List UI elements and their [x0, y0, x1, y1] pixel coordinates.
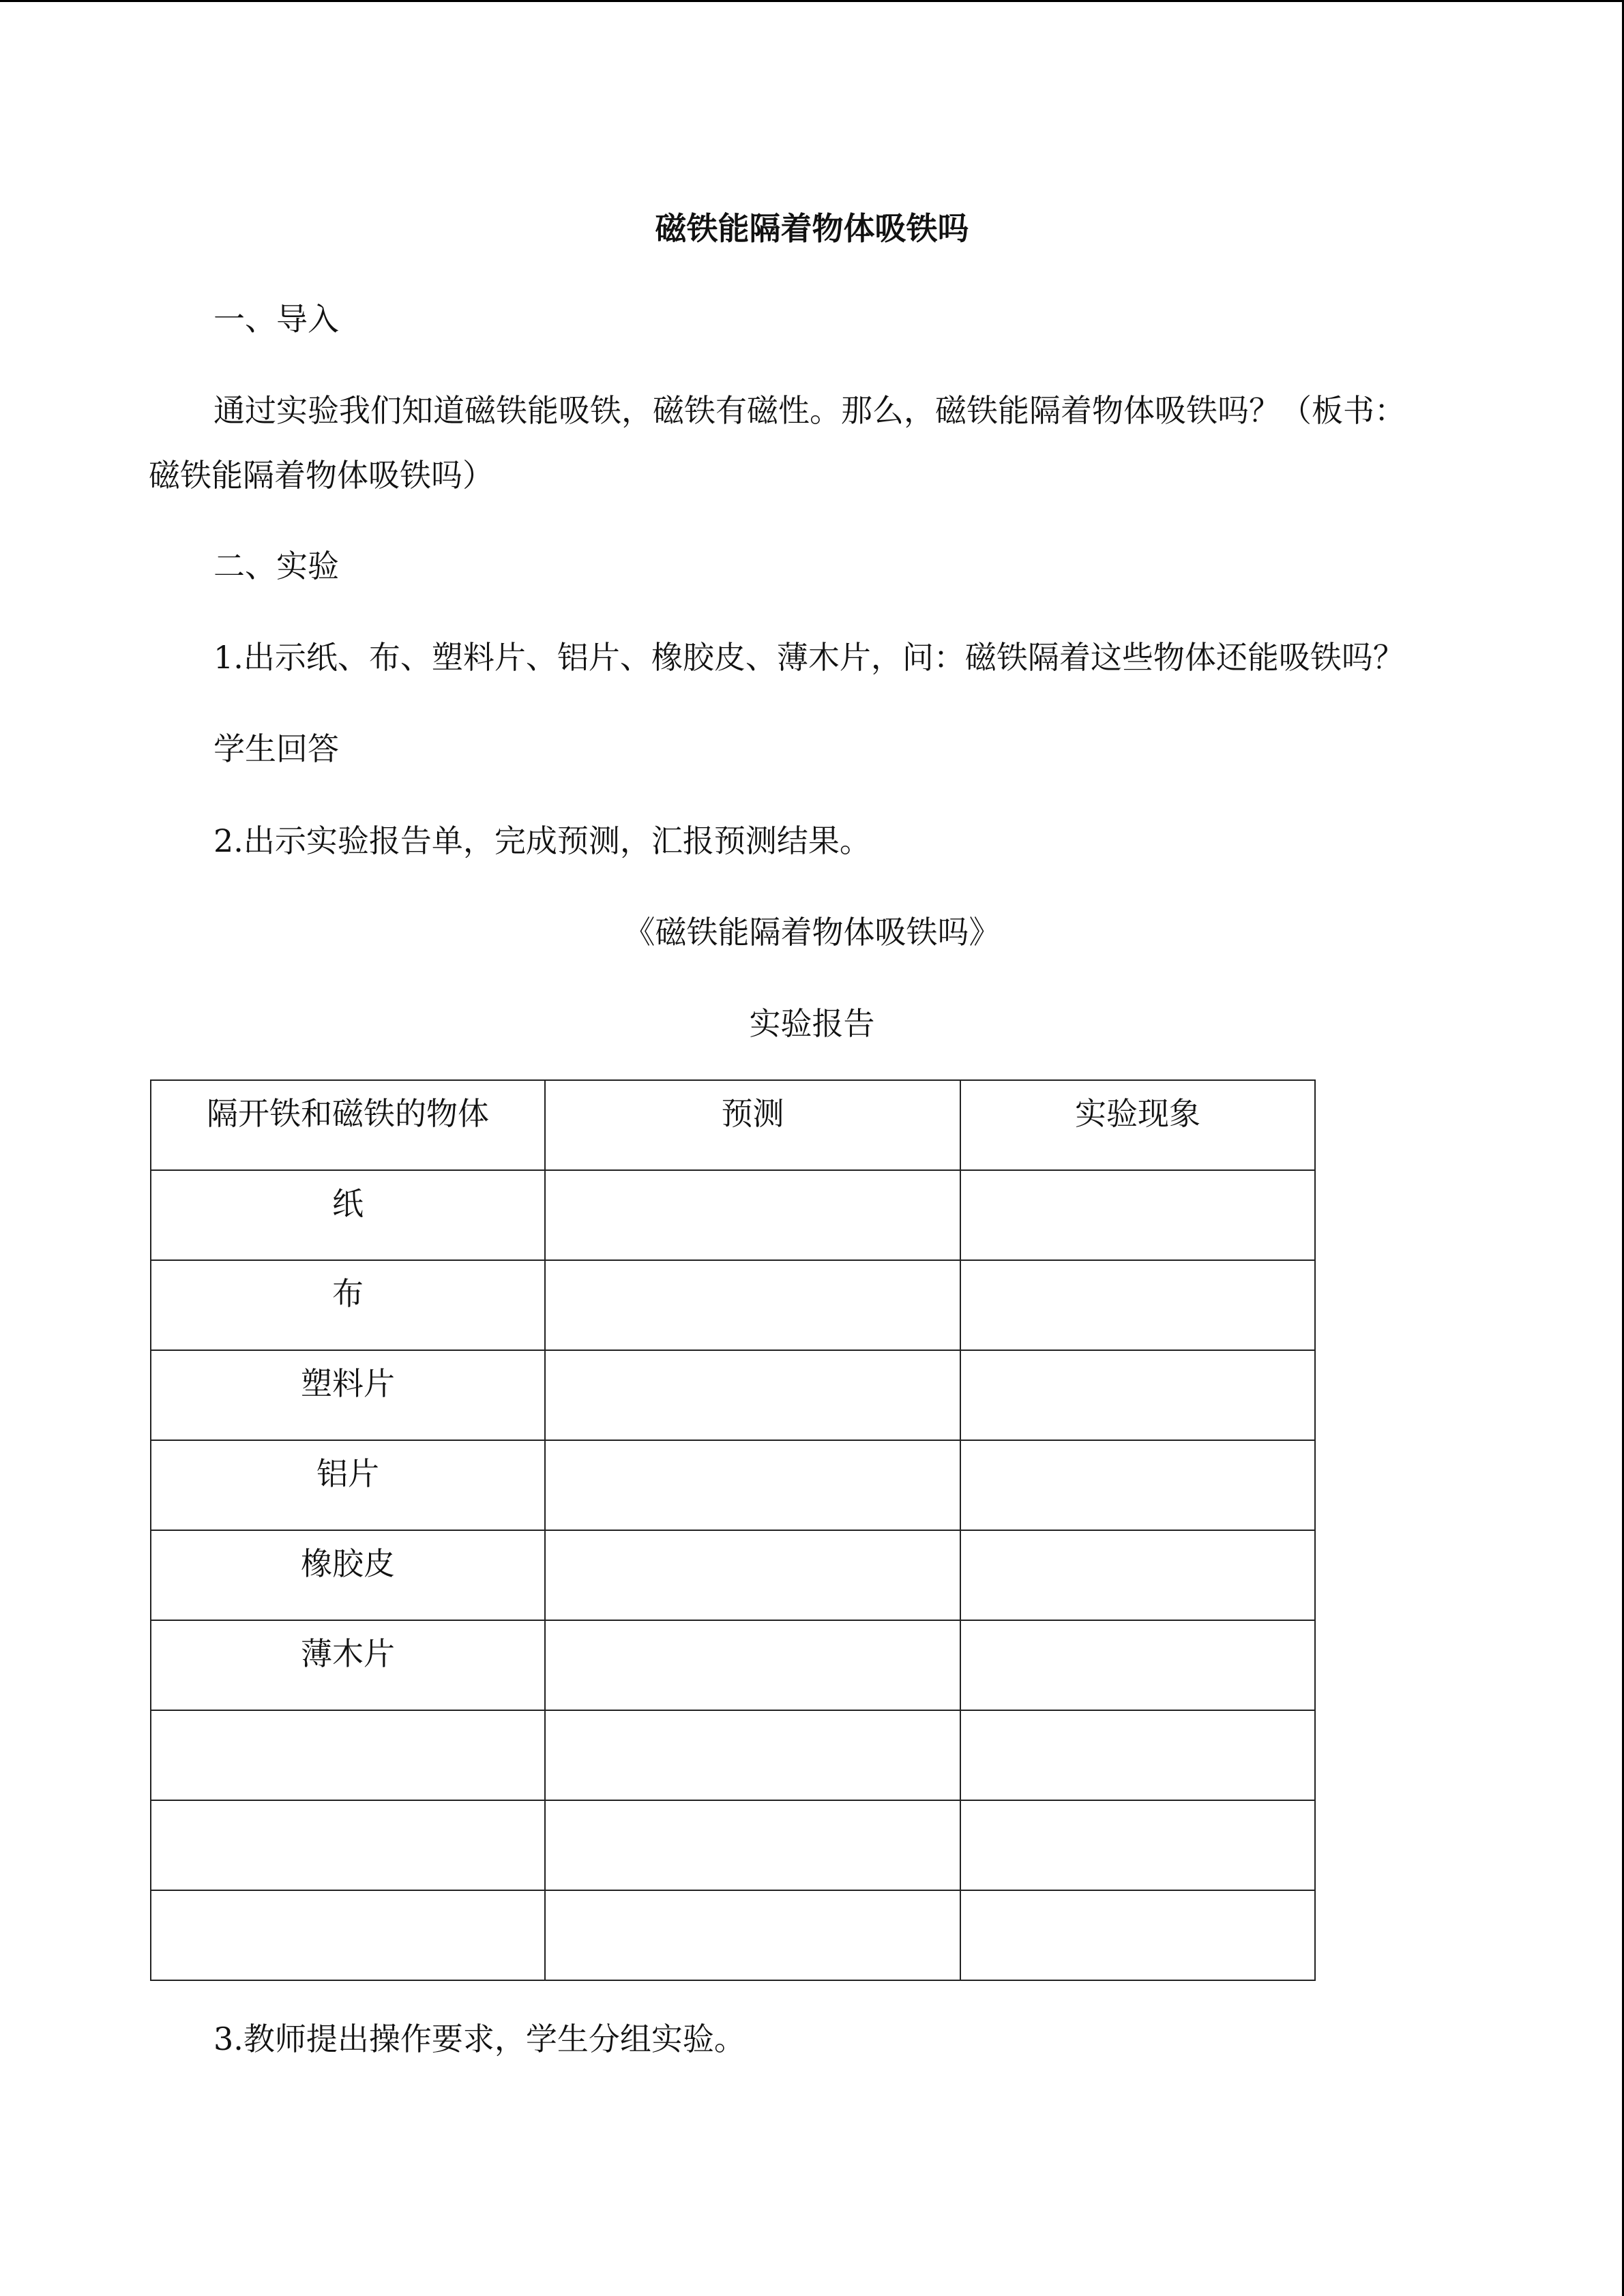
table-row	[151, 1800, 1315, 1890]
phenomenon-cell	[960, 1530, 1315, 1620]
table-row	[151, 1620, 1315, 1710]
phenomenon-cell	[960, 1620, 1315, 1710]
table-row	[151, 1440, 1315, 1530]
report-subtitle: 实验报告	[749, 1005, 875, 1042]
header-prediction: 预测	[545, 1080, 960, 1170]
material-cell: 布	[151, 1260, 545, 1350]
header-phenomenon: 实验现象	[960, 1080, 1315, 1170]
step-3-text: 3.教师提出操作要求，学生分组实验。	[213, 2021, 745, 2057]
prediction-cell	[545, 1620, 960, 1710]
prediction-cell	[545, 1260, 960, 1350]
phenomenon-cell	[960, 1890, 1315, 1980]
prediction-cell	[545, 1350, 960, 1440]
material-cell: 薄木片	[151, 1620, 545, 1710]
prediction-cell	[545, 1530, 960, 1620]
table-header-row	[151, 1080, 1315, 1170]
material-cell	[151, 1800, 545, 1890]
material-cell: 橡胶皮	[151, 1530, 545, 1620]
experiment-report-table	[150, 1079, 1316, 1981]
table-row	[151, 1530, 1315, 1620]
table-row	[151, 1350, 1315, 1440]
phenomenon-cell	[960, 1350, 1315, 1440]
intro-paragraph-line-2: 磁铁能隔着物体吸铁吗）	[149, 457, 494, 494]
material-cell: 塑料片	[151, 1350, 545, 1440]
prediction-cell	[545, 1800, 960, 1890]
phenomenon-cell	[960, 1170, 1315, 1260]
phenomenon-cell	[960, 1800, 1315, 1890]
section-heading-intro: 一、导入	[213, 301, 339, 338]
section-heading-experiment: 二、实验	[213, 548, 339, 584]
student-answer-text: 学生回答	[213, 730, 339, 767]
step-1-text: 1.出示纸、布、塑料片、铝片、橡胶皮、薄木片，问：磁铁隔着这些物体还能吸铁吗？	[213, 639, 1404, 676]
prediction-cell	[545, 1710, 960, 1800]
material-cell	[151, 1710, 545, 1800]
table-row	[151, 1710, 1315, 1800]
phenomenon-cell	[960, 1260, 1315, 1350]
prediction-cell	[545, 1440, 960, 1530]
prediction-cell	[545, 1890, 960, 1980]
table-row	[151, 1260, 1315, 1350]
material-cell: 纸	[151, 1170, 545, 1260]
report-title: 《磁铁能隔着物体吸铁吗》	[623, 914, 1001, 951]
document-title: 磁铁能隔着物体吸铁吗	[655, 210, 969, 247]
intro-paragraph-line-1: 通过实验我们知道磁铁能吸铁，磁铁有磁性。那么，磁铁能隔着物体吸铁吗？（板书：	[213, 392, 1406, 429]
material-cell	[151, 1890, 545, 1980]
header-material: 隔开铁和磁铁的物体	[151, 1080, 545, 1170]
table-row	[151, 1890, 1315, 1980]
material-cell: 铝片	[151, 1440, 545, 1530]
step-2-text: 2.出示实验报告单，完成预测，汇报预测结果。	[213, 822, 871, 859]
phenomenon-cell	[960, 1710, 1315, 1800]
phenomenon-cell	[960, 1440, 1315, 1530]
prediction-cell	[545, 1170, 960, 1260]
table-row	[151, 1170, 1315, 1260]
